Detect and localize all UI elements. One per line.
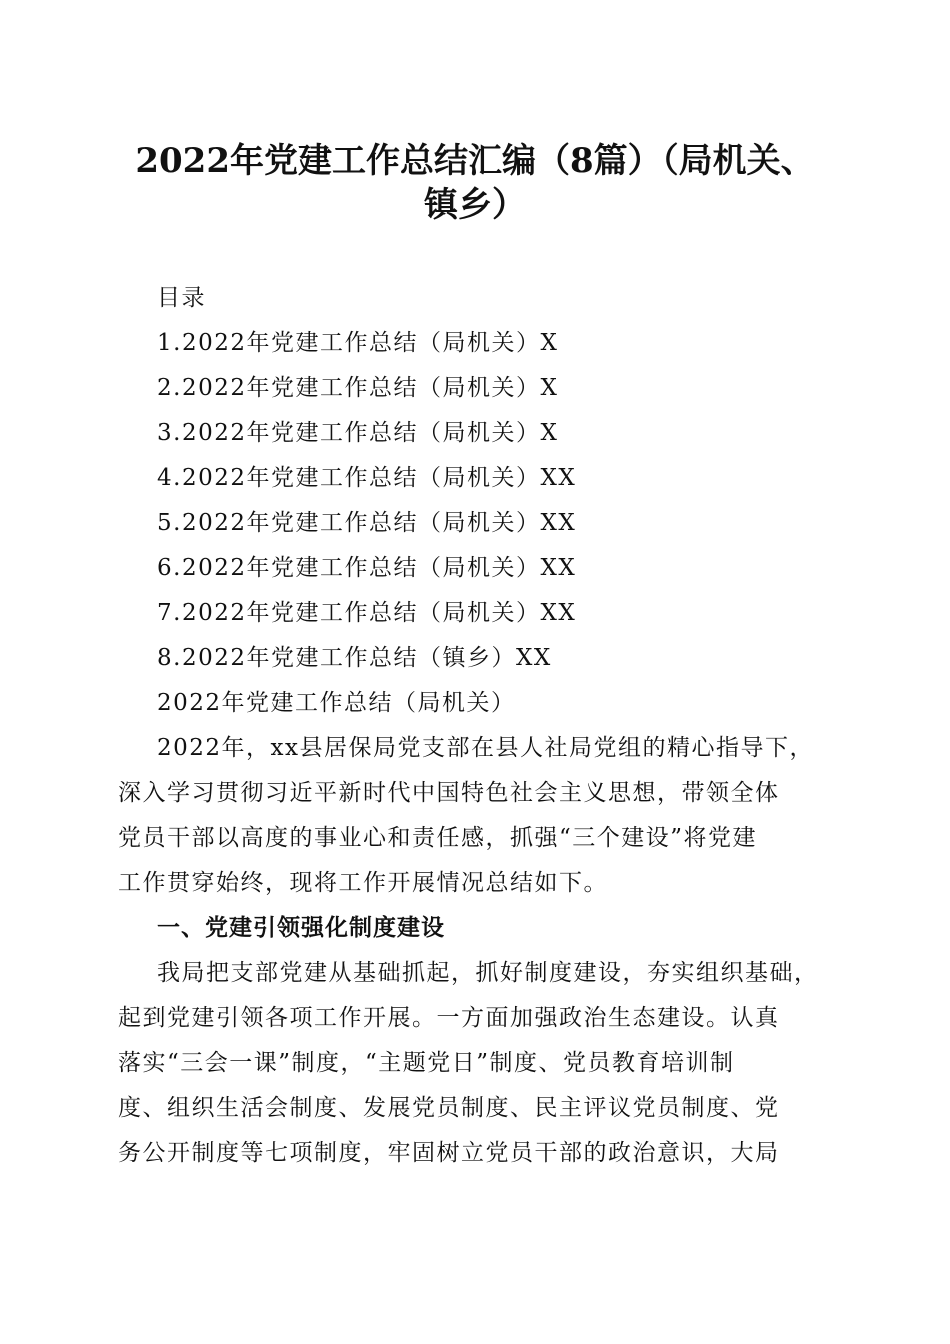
paragraph-line: 落实“三会一课”制度，“主题党日”制度、党员教育培训制: [118, 1050, 735, 1076]
toc-item: 1.2022年党建工作总结（局机关）X: [157, 330, 559, 356]
toc-item: 8.2022年党建工作总结（镇乡）XX: [157, 645, 552, 671]
intro-line: 深入学习贯彻习近平新时代中国特色社会主义思想，带领全体: [118, 780, 780, 806]
intro-line: 2022年，xx县居保局党支部在县人社局党组的精心指导下，: [157, 735, 814, 761]
toc-item: 6.2022年党建工作总结（局机关）XX: [157, 555, 577, 581]
toc-item: 2.2022年党建工作总结（局机关）X: [157, 375, 559, 401]
paragraph-line: 起到党建引领各项工作开展。一方面加强政治生态建设。认真: [118, 1005, 780, 1031]
document-title-line-1: 2022年党建工作总结汇编（8篇）（局机关、: [135, 141, 815, 181]
toc-item: 7.2022年党建工作总结（局机关）XX: [157, 600, 577, 626]
toc-item: 3.2022年党建工作总结（局机关）X: [157, 420, 559, 446]
intro-line: 党员干部以高度的事业心和责任感，抓强“三个建设”将党建: [118, 825, 758, 851]
section-title: 2022年党建工作总结（局机关）: [157, 690, 516, 716]
toc-label: 目录: [157, 285, 206, 311]
paragraph-line: 务公开制度等七项制度，牢固树立党员干部的政治意识，大局: [118, 1140, 780, 1166]
document-title-line-2: 镇乡）: [424, 185, 526, 225]
paragraph-line: 度、组织生活会制度、发展党员制度、民主评议党员制度、党: [118, 1095, 780, 1121]
section-heading-1: 一、党建引领强化制度建设: [157, 915, 445, 941]
intro-line: 工作贯穿始终，现将工作开展情况总结如下。: [118, 870, 608, 896]
toc-item: 4.2022年党建工作总结（局机关）XX: [157, 465, 577, 491]
paragraph-line: 我局把支部党建从基础抓起，抓好制度建设，夯实组织基础，: [157, 960, 819, 986]
toc-item: 5.2022年党建工作总结（局机关）XX: [157, 510, 577, 536]
